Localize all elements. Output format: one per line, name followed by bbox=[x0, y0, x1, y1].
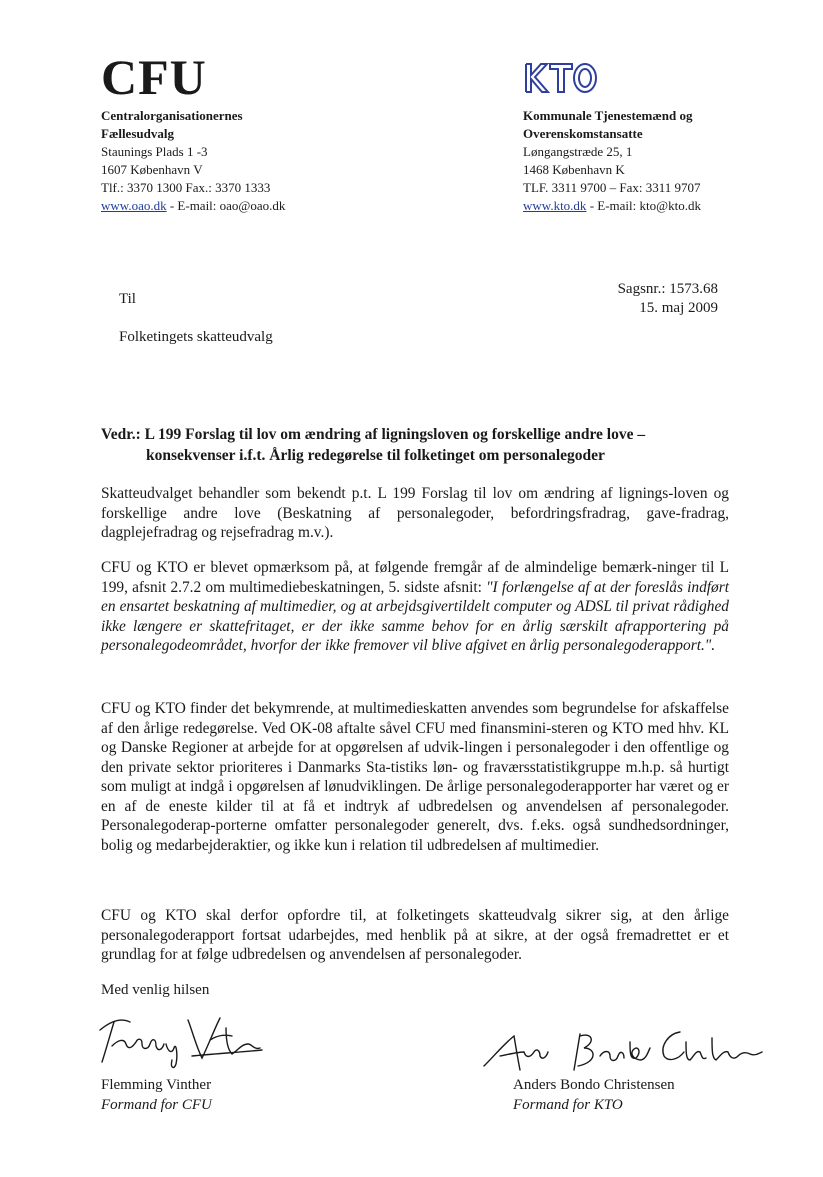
left-signature bbox=[92, 1010, 267, 1077]
kto-phone: TLF. 3311 9700 – Fax: 3311 9707 bbox=[523, 180, 701, 195]
paragraph-4: CFU og KTO skal derfor opfordre til, at folketingets skatteudvalg sikrer sig, at den årlige personalegoderapport fortsat udarbejdes, med henblik på at sikre, at der også fremadrettet er et grundlag for at følge udbredelsen og anvendelsen af personalegoder. bbox=[101, 907, 729, 963]
kto-email: - E-mail: kto@kto.dk bbox=[586, 198, 701, 213]
cfu-phone: Tlf.: 3370 1300 Fax.: 3370 1333 bbox=[101, 180, 271, 195]
right-signer-title: Formand for KTO bbox=[513, 1097, 623, 1113]
cfu-logo: CFU bbox=[101, 49, 207, 105]
kto-website-link[interactable]: www.kto.dk bbox=[523, 198, 587, 213]
right-signature bbox=[480, 1022, 765, 1083]
cfu-address2: 1607 København V bbox=[101, 162, 203, 177]
kto-logo bbox=[522, 60, 600, 101]
closing: Med venlig hilsen bbox=[101, 982, 210, 998]
subject-line2: konsekvenser i.f.t. Årlig redegørelse til folketinget om personalegoder bbox=[146, 447, 605, 464]
paragraph-2-intro: CFU og KTO er blevet opmærksom på, at følgende fremgår af de almindelige bemærk-ninger til L 199, afsnit 2.7.2 om multimediebeskatningen, 5. sidste afsnit: bbox=[101, 559, 729, 596]
letter-date: 15. maj 2009 bbox=[639, 300, 718, 316]
kto-address2: 1468 København K bbox=[523, 162, 625, 177]
paragraph-2 bbox=[101, 558, 729, 656]
cfu-contact bbox=[101, 197, 401, 215]
kto-name-line1: Kommunale Tjenestemænd og bbox=[523, 108, 693, 123]
paragraph-1: Skatteudvalget behandler som bekendt p.t. L 199 Forslag til lov om ændring af lignings-loven og forskellige andre love (Beskatning af personalegoder, befordringsfradrag, gave-fradrag, dagplejefradrag og rejsefradrag m.v.). bbox=[101, 485, 729, 541]
paragraph-2-quote: "I forlængelse af at der foreslås indført en ensartet beskatning af multimedier, og at arbejdsgivertildelt computer og ADSL til privat rådighed ikke længere er skattefritaget, er der ikke samme behov for en årlig særskilt afrapportering på personalegodeområdet, hvorfor der ikke fremover vil blive afgivet en årlig personalegoderapport.". bbox=[101, 578, 729, 654]
cfu-name-line2: Fællesudvalg bbox=[101, 126, 174, 141]
cfu-email: - E-mail: oao@oao.dk bbox=[166, 198, 286, 213]
cfu-name-line1: Centralorganisationernes bbox=[101, 108, 243, 123]
cfu-website-link[interactable]: www.oao.dk bbox=[101, 198, 167, 213]
recipient-to: Til bbox=[119, 291, 136, 307]
right-signer-name: Anders Bondo Christensen bbox=[513, 1077, 675, 1093]
kto-sender-block bbox=[523, 107, 783, 215]
cfu-sender-block bbox=[101, 107, 401, 215]
paragraph-3: CFU og KTO finder det bekymrende, at multimedieskatten anvendes som begrundelse for afskaffelse af den årlige redegørelse. Ved OK-08 aftalte såvel CFU med finansmini-steren og KTO med hhv. KL og Danske Regioner at arbejde for at opgørelsen af udvik-lingen i personalegoder i den offentlige og den private sektor prioriteres i Danmarks Sta-tistiks løn- og fraværsstatistikgruppe m.h.p. så hurtigt som muligt at indgå i opgørelsen af lønudviklingen. De årlige personalegoderapporter har været og er en af de eneste kilder til at få et indtryk af udbredelsen og anvendelsen af personalegoder. Personalegoderap-porterne omfatter personalegoder generelt, dvs. f.eks. også sundhedsordninger, bolig og medarbejderaktier, og ikke kun i relation til udbredelsen af multimedier. bbox=[101, 700, 729, 854]
kto-contact bbox=[523, 197, 783, 215]
left-signer-title: Formand for CFU bbox=[101, 1097, 212, 1113]
cfu-address1: Staunings Plads 1 -3 bbox=[101, 144, 208, 159]
subject bbox=[101, 424, 741, 466]
subject-line1: Vedr.: L 199 Forslag til lov om ændring af ligningsloven og forskellige andre love – bbox=[101, 426, 646, 443]
case-number: Sagsnr.: 1573.68 bbox=[617, 281, 718, 297]
left-signer-name: Flemming Vinther bbox=[101, 1077, 212, 1093]
kto-name-line2: Overenskomstansatte bbox=[523, 126, 643, 141]
kto-address1: Løngangstræde 25, 1 bbox=[523, 144, 633, 159]
recipient-name: Folketingets skatteudvalg bbox=[119, 329, 273, 345]
